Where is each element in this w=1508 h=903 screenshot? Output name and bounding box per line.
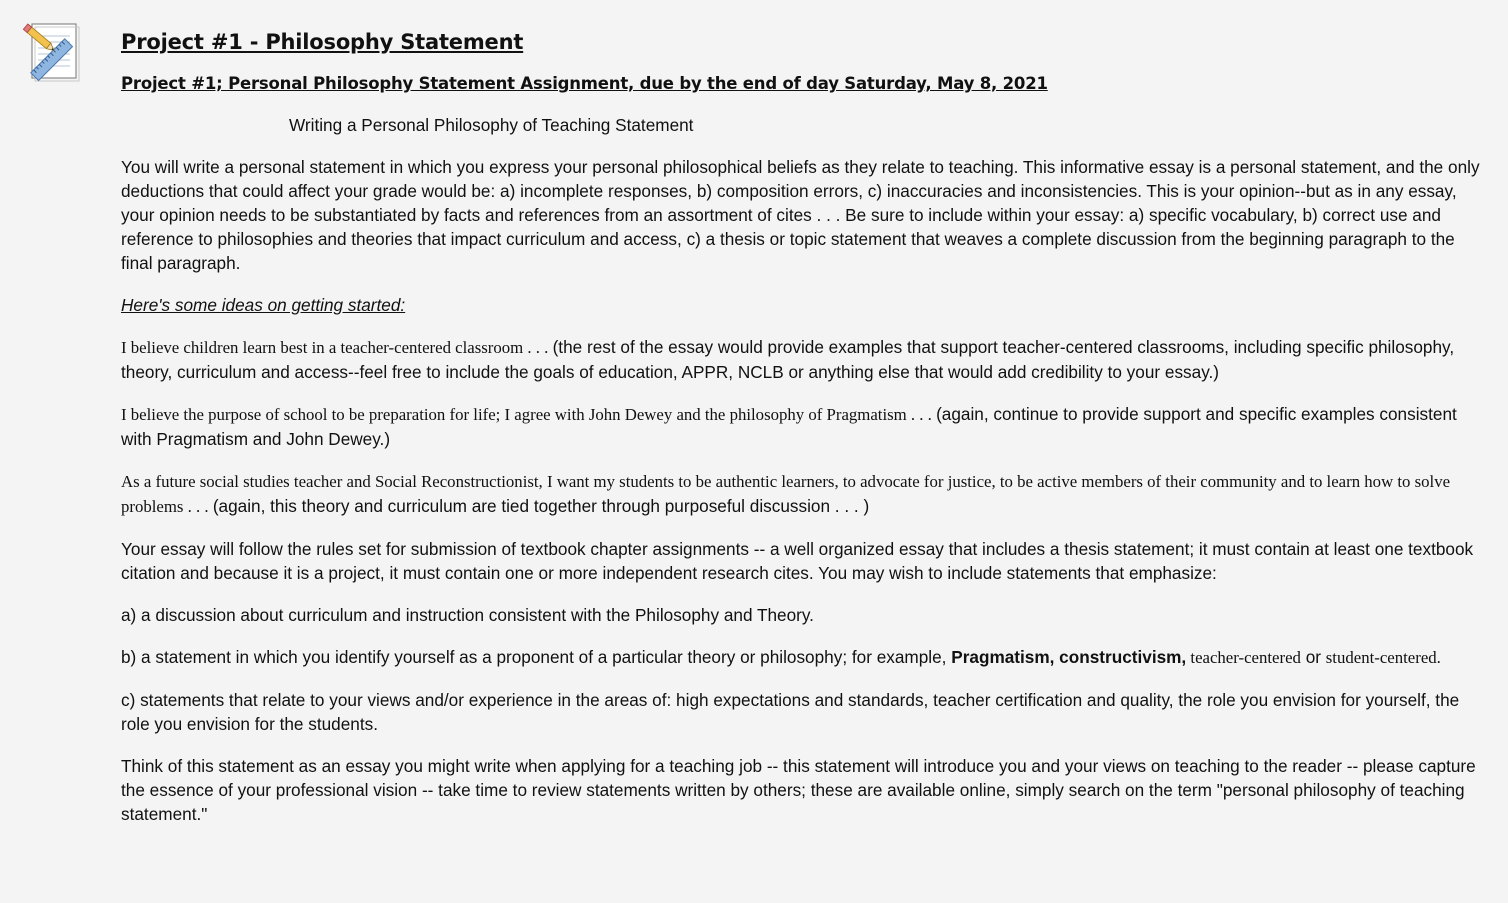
rules-paragraph: Your essay will follow the rules set for submission of textbook chapter assignments -- a well organized essay that includes a thesis statement; it must contain at least one textbook citation and because it is a project, it must contain one or more independent research cites. You may wish to include statements that emphasize: xyxy=(121,539,1474,583)
intro-paragraph: You will write a personal statement in which you express your personal philosophical beliefs as they relate to teaching. This informative essay is a personal statement, and the only deductions that could affect your grade would be: a) incomplete responses, b) composition errors, c) inaccuracies and inconsistencies. This is your opinion--but as in any essay, your opinion needs to be substantiated by facts and references from an assortment of cites . . . Be sure to include within your essay: a) specific vocabulary, b) correct use and reference to philosophies and theories that impact curriculum and access, c) a thesis or topic statement that weaves a complete discussion from the beginning paragraph to the final paragraph. xyxy=(121,157,1480,273)
example-note: (again, continue to provide support and specific examples consistent with Pragmatism and John Dewey.) xyxy=(121,404,1457,449)
item-b-serif-2: student-centered. xyxy=(1325,648,1441,667)
example-quote: I believe children learn best in a teacher-centered classroom . . . xyxy=(121,338,553,357)
ideas-heading-text: Here's some ideas on getting started: xyxy=(121,295,406,315)
item-b-text: b) a statement in which you identify yourself as a proponent of a particular theory or philosophy; for example, xyxy=(121,647,952,667)
example-quote: I believe the purpose of school to be preparation for life; I agree with John Dewey and the philosophy of Pragmatism . . . xyxy=(121,405,937,424)
example-paragraph-3 xyxy=(121,469,1489,519)
item-c: c) statements that relate to your views and/or experience in the areas of: high expectations and standards, teacher certification and quality, the role you envision for yourself, the role you envision for the students. xyxy=(121,690,1460,734)
assignment-subtitle: Project #1; Personal Philosophy Statement Assignment, due by the end of day Saturday, May 8, 2021 xyxy=(121,74,1048,93)
essay-heading: Writing a Personal Philosophy of Teaching Statement xyxy=(289,115,694,135)
assignment-content xyxy=(121,28,1489,844)
example-note: (again, this theory and curriculum are tied together through purposeful discussion . . . ) xyxy=(212,496,870,516)
item-b-serif-1: teacher-centered xyxy=(1186,648,1301,667)
item-b-or: or xyxy=(1300,647,1326,667)
item-b xyxy=(121,645,1489,670)
page-title[interactable]: Project #1 - Philosophy Statement xyxy=(121,30,524,54)
example-paragraph-1 xyxy=(121,335,1489,384)
example-quote: As a future social studies teacher and Social Reconstructionist, I want my students to be authentic learners, to advocate for justice, to be active members of their community and to learn how to solve problems . . . xyxy=(121,472,1451,516)
closing-paragraph: Think of this statement as an essay you might write when applying for a teaching job -- this statement will introduce you and your views on teaching to the reader -- please capture the essence of your professional vision -- take time to review statements written by others; these are available online, simply search on the term "personal philosophy of teaching statement." xyxy=(121,756,1476,824)
assignment-pencil-ruler-icon xyxy=(22,20,80,86)
example-paragraph-2 xyxy=(121,402,1489,451)
item-b-bold-terms: Pragmatism, constructivism, xyxy=(951,647,1187,667)
item-a: a) a discussion about curriculum and instruction consistent with the Philosophy and Theory. xyxy=(121,605,814,625)
ideas-heading xyxy=(121,293,1489,317)
example-note: (the rest of the essay would provide examples that support teacher-centered classrooms, including specific philosophy, theory, curriculum and access--feel free to include the goals of education, APPR, NCLB or anything else that would add credibility to your essay.) xyxy=(121,337,1455,382)
